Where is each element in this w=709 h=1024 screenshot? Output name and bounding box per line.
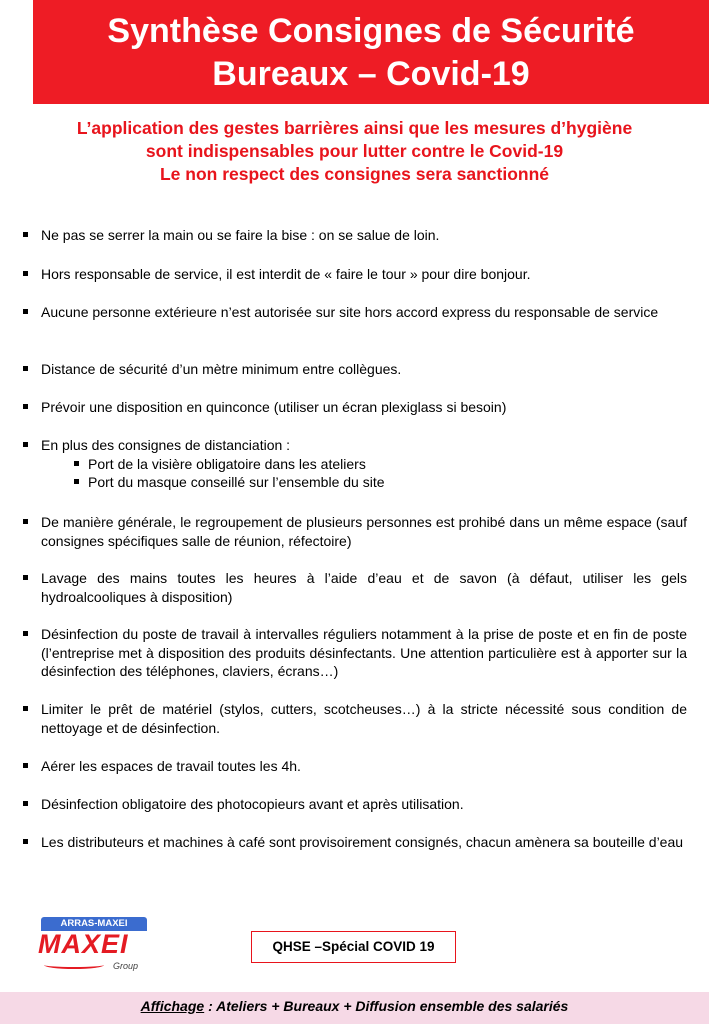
rule-item — [41, 360, 687, 379]
sub-rules-list — [41, 455, 687, 492]
bullet-icon — [74, 461, 79, 466]
bullet-icon — [23, 575, 28, 580]
bullet-icon — [23, 309, 28, 314]
bullet-icon — [23, 706, 28, 711]
intro-line-3: Le non respect des consignes sera sanctionné — [159, 164, 550, 184]
rule-text: Lavage des mains toutes les heures à l’aide d’eau et de savon (à défaut, utiliser les gels hydroalcooliques à disposition) — [41, 570, 687, 605]
sub-rule-item — [41, 455, 687, 474]
rule-text: Distance de sécurité d’un mètre minimum entre collègues. — [41, 361, 402, 377]
rule-text: Les distributeurs et machines à café sont provisoirement consignés, chacun amènera sa bouteille d’eau — [41, 834, 684, 850]
logo-wordmark: MAXEI — [38, 929, 129, 959]
rule-text: De manière générale, le regroupement de plusieurs personnes est prohibé dans un même espace (sauf consignes spécifiques salle de réunion, réfectoire) — [41, 514, 687, 549]
logo-subtitle: Group — [113, 961, 139, 971]
bullet-icon — [23, 271, 28, 276]
bullet-icon — [23, 763, 28, 768]
rule-item — [41, 795, 687, 814]
rule-item — [41, 833, 687, 852]
title-line-1: Synthèse Consignes de Sécurité — [107, 12, 635, 50]
sub-rule-text: Port de la visière obligatoire dans les ateliers — [88, 455, 366, 472]
qhse-label-box: QHSE –Spécial COVID 19 — [251, 931, 456, 963]
bullet-icon — [23, 839, 28, 844]
bullet-icon — [23, 631, 28, 636]
bullet-icon — [23, 404, 28, 409]
sub-rule-text: Port du masque conseillé sur l’ensemble du site — [88, 474, 385, 490]
company-logo — [36, 917, 164, 975]
rule-item — [41, 700, 687, 737]
footer-bar — [0, 992, 709, 1024]
title-banner — [33, 0, 709, 104]
rule-item — [41, 398, 687, 417]
sub-rule-item — [41, 473, 687, 492]
rule-text: Prévoir une disposition en quinconce (utiliser un écran plexiglass si besoin) — [41, 399, 507, 415]
logo-top-banner: ARRAS-MAXEI — [41, 917, 147, 931]
rule-item — [41, 265, 687, 284]
rule-text: Hors responsable de service, il est interdit de « faire le tour » pour dire bonjour. — [41, 266, 531, 282]
logo-swoosh-icon — [44, 961, 104, 969]
rule-text: Aérer les espaces de travail toutes les 4h. — [41, 758, 301, 774]
rule-item — [41, 303, 687, 322]
bullet-icon — [23, 366, 28, 371]
footer-text — [0, 998, 709, 1014]
bullet-icon — [23, 232, 28, 237]
bullet-icon — [23, 519, 28, 524]
rule-item — [41, 625, 687, 681]
rule-text: Désinfection obligatoire des photocopieurs avant et après utilisation. — [41, 796, 464, 812]
intro-line-1: L’application des gestes barrières ainsi que les mesures d’hygiène — [76, 118, 633, 138]
rule-text: En plus des consignes de distanciation : — [41, 437, 291, 453]
rule-text: Aucune personne extérieure n’est autorisée sur site hors accord express du responsable de service — [41, 304, 659, 320]
rule-item — [41, 436, 687, 492]
rule-text: Limiter le prêt de matériel (stylos, cutters, scotcheuses…) à la stricte nécessité sous condition de nettoyage et de désinfection. — [41, 701, 687, 736]
rule-item — [41, 569, 687, 606]
rule-item — [41, 226, 687, 245]
bullet-icon — [23, 801, 28, 806]
rule-text: Désinfection du poste de travail à intervalles réguliers notamment à la prise de poste et en fin de poste (l’entreprise met à disposition des produits désinfectants. Une attention particulière est à apporter sur la désinfection des téléphones, claviers, écrans…) — [41, 626, 687, 679]
rule-item — [41, 513, 687, 550]
bullet-icon — [23, 442, 28, 447]
intro-statement — [0, 117, 709, 186]
page-title — [33, 10, 709, 96]
footer-label: Affichage — [140, 998, 205, 1014]
bullet-icon — [74, 479, 79, 484]
rule-text: Ne pas se serrer la main ou se faire la bise : on se salue de loin. — [41, 227, 440, 243]
intro-line-2: sont indispensables pour lutter contre le Covid-19 — [145, 141, 564, 161]
title-line-2: Bureaux – Covid-19 — [212, 55, 530, 93]
rule-item — [41, 757, 687, 776]
footer-distribution: : Ateliers + Bureaux + Diffusion ensemble des salariés — [204, 998, 569, 1014]
